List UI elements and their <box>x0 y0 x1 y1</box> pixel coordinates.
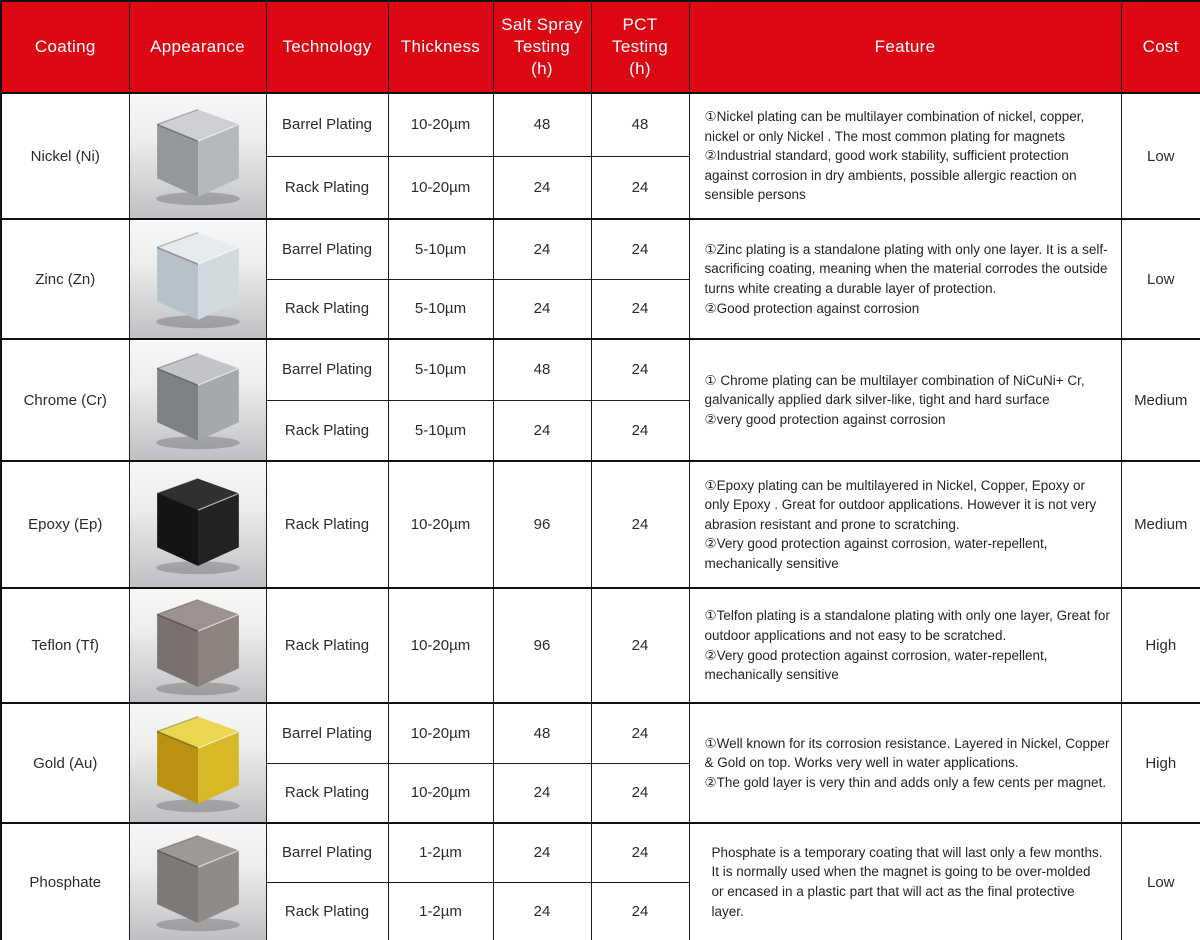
technology-cell: Rack Plating <box>266 763 388 823</box>
thickness-cell: 5-10µm <box>388 339 493 400</box>
cost-cell-phosphate: Low <box>1121 823 1200 940</box>
thickness-cell: 10-20µm <box>388 588 493 703</box>
feature-cell-nickel <box>689 93 1121 219</box>
pct-cell: 24 <box>591 339 689 400</box>
pct-line1: PCT Testing <box>612 14 668 56</box>
phosphate-cube-image <box>142 830 254 934</box>
feature-point-1: ①Zinc plating is a standalone plating with only one layer. It is a self- sacrificing coating, meaning when the material corrodes the outside turns white creating a durable layer of protection. <box>704 241 1108 296</box>
gold-cube-image <box>142 711 254 815</box>
col-header-technology: Technology <box>266 1 388 93</box>
salt-spray-cell: 24 <box>493 219 591 279</box>
feature-point-2: ②Industrial standard, good work stability, sufficient protection against corrosion in dry ambients, possible allergic reaction on sensible persons <box>704 148 1077 203</box>
salt-spray-cell: 24 <box>493 823 591 882</box>
coating-cell-gold: Gold (Au) <box>1 703 129 823</box>
technology-cell: Barrel Plating <box>266 339 388 400</box>
thickness-cell: 10-20µm <box>388 156 493 219</box>
salt-spray-cell: 24 <box>493 400 591 461</box>
col-header-feature: Feature <box>689 1 1121 93</box>
feature-cell-chrome <box>689 339 1121 461</box>
feature-cell-phosphate <box>689 823 1121 940</box>
feature-point-2: ②Good protection against corrosion <box>704 300 920 316</box>
cube-photo <box>130 94 266 218</box>
feature-cell-zinc <box>689 219 1121 339</box>
cost-cell-chrome: Medium <box>1121 339 1200 461</box>
zinc-cube-image <box>142 227 254 331</box>
pct-cell: 24 <box>591 219 689 279</box>
coating-cell-chrome: Chrome (Cr) <box>1 339 129 461</box>
pct-cell: 24 <box>591 703 689 763</box>
thickness-cell: 10-20µm <box>388 703 493 763</box>
feature-point-1: ①Nickel plating can be multilayer combination of nickel, copper, nickel or only Nickel . The most common plating for magnets <box>704 109 1085 144</box>
feature-point-1: ①Epoxy plating can be multilayered in Nickel, Copper, Epoxy or only Epoxy . Great for outdoor applications. However it is not very abrasion resistant and prone to scratching. <box>704 477 1097 532</box>
col-header-appearance: Appearance <box>129 1 266 93</box>
thickness-cell: 10-20µm <box>388 763 493 823</box>
thickness-cell: 1-2µm <box>388 882 493 940</box>
technology-cell: Rack Plating <box>266 461 388 588</box>
cube-photo <box>130 704 266 822</box>
feature-point-2: ②Very good protection against corrosion, water-repellent, mechanically sensitive <box>704 536 1048 571</box>
feature-cell-gold <box>689 703 1121 823</box>
salt-spray-cell: 24 <box>493 763 591 823</box>
technology-cell: Rack Plating <box>266 156 388 219</box>
nickel-cube-image <box>142 104 254 208</box>
cost-cell-nickel: Low <box>1121 93 1200 219</box>
col-header-salt-spray <box>493 1 591 93</box>
pct-cell: 24 <box>591 763 689 823</box>
appearance-cell-gold <box>129 703 266 823</box>
cube-photo <box>130 340 266 460</box>
technology-cell: Barrel Plating <box>266 703 388 763</box>
technology-cell: Rack Plating <box>266 400 388 461</box>
salt-spray-line2: Testing <box>514 36 570 56</box>
appearance-cell-zinc <box>129 219 266 339</box>
col-header-thickness: Thickness <box>388 1 493 93</box>
cube-photo <box>130 824 266 940</box>
cube-photo <box>130 220 266 338</box>
thickness-cell: 5-10µm <box>388 219 493 279</box>
salt-spray-cell: 48 <box>493 339 591 400</box>
salt-spray-cell: 24 <box>493 279 591 339</box>
salt-spray-cell: 24 <box>493 882 591 940</box>
col-header-pct <box>591 1 689 93</box>
pct-cell: 24 <box>591 400 689 461</box>
table-row <box>1 219 1200 279</box>
table-row <box>1 339 1200 400</box>
feature-cell-teflon <box>689 588 1121 703</box>
feature-point-2: ②Very good protection against corrosion, water-repellent, mechanically sensitive <box>704 647 1048 683</box>
technology-cell: Barrel Plating <box>266 823 388 882</box>
pct-line2: (h) <box>629 59 651 79</box>
pct-cell: 24 <box>591 156 689 219</box>
coating-cell-nickel: Nickel (Ni) <box>1 93 129 219</box>
feature-point-2: ②The gold layer is very thin and adds only a few cents per magnet. <box>704 774 1107 790</box>
chrome-cube-image <box>142 348 254 452</box>
appearance-cell-phosphate <box>129 823 266 940</box>
appearance-cell-epoxy <box>129 461 266 588</box>
thickness-cell: 5-10µm <box>388 279 493 339</box>
thickness-cell: 1-2µm <box>388 823 493 882</box>
pct-cell: 24 <box>591 823 689 882</box>
cost-cell-epoxy: Medium <box>1121 461 1200 588</box>
feature-text: Phosphate is a temporary coating that will last only a few months. It is normally used when the magnet is going to be over-molded or encased in a plastic part that will act as the final protective layer. <box>711 844 1103 919</box>
table-row <box>1 823 1200 882</box>
table-row <box>1 703 1200 763</box>
col-header-coating: Coating <box>1 1 129 93</box>
appearance-cell-chrome <box>129 339 266 461</box>
cube-photo <box>130 462 266 587</box>
thickness-cell: 5-10µm <box>388 400 493 461</box>
appearance-cell-teflon <box>129 588 266 703</box>
salt-spray-line3: (h) <box>531 59 553 79</box>
table-row <box>1 461 1200 588</box>
feature-point-2: ②very good protection against corrosion <box>704 411 946 427</box>
coating-cell-phosphate: Phosphate <box>1 823 129 940</box>
pct-cell: 24 <box>591 461 689 588</box>
pct-cell: 24 <box>591 279 689 339</box>
header-row <box>1 1 1200 93</box>
salt-spray-cell: 48 <box>493 93 591 156</box>
technology-cell: Rack Plating <box>266 588 388 703</box>
table-row <box>1 93 1200 156</box>
salt-spray-cell: 48 <box>493 703 591 763</box>
salt-spray-cell: 24 <box>493 156 591 219</box>
table-row <box>1 588 1200 703</box>
epoxy-cube-image <box>142 473 254 577</box>
thickness-cell: 10-20µm <box>388 461 493 588</box>
feature-cell-epoxy <box>689 461 1121 588</box>
salt-spray-cell: 96 <box>493 461 591 588</box>
col-header-cost: Cost <box>1121 1 1200 93</box>
pct-cell: 48 <box>591 93 689 156</box>
coating-cell-teflon: Teflon (Tf) <box>1 588 129 703</box>
cost-cell-gold: High <box>1121 703 1200 823</box>
salt-spray-line1: Salt Spray <box>501 14 583 34</box>
technology-cell: Rack Plating <box>266 279 388 339</box>
coating-cell-zinc: Zinc (Zn) <box>1 219 129 339</box>
cost-cell-zinc: Low <box>1121 219 1200 339</box>
pct-cell: 24 <box>591 882 689 940</box>
feature-point-1: ①Telfon plating is a standalone plating with only one layer, Great for outdoor applications and not easy to be scratched. <box>704 608 1110 643</box>
feature-point-1: ① Chrome plating can be multilayer combination of NiCuNi+ Cr, galvanically applied dark silver-like, tight and hard surface <box>704 372 1085 408</box>
thickness-cell: 10-20µm <box>388 93 493 156</box>
teflon-cube-image <box>142 594 254 698</box>
feature-point-1: ①Well known for its corrosion resistance. Layered in Nickel, Copper & Gold on top. Works very well in water applications. <box>704 735 1110 771</box>
cost-cell-teflon: High <box>1121 588 1200 703</box>
technology-cell: Barrel Plating <box>266 219 388 279</box>
technology-cell: Rack Plating <box>266 882 388 940</box>
pct-cell: 24 <box>591 588 689 703</box>
salt-spray-cell: 96 <box>493 588 591 703</box>
cube-photo <box>130 589 266 702</box>
appearance-cell-nickel <box>129 93 266 219</box>
coating-cell-epoxy: Epoxy (Ep) <box>1 461 129 588</box>
technology-cell: Barrel Plating <box>266 93 388 156</box>
